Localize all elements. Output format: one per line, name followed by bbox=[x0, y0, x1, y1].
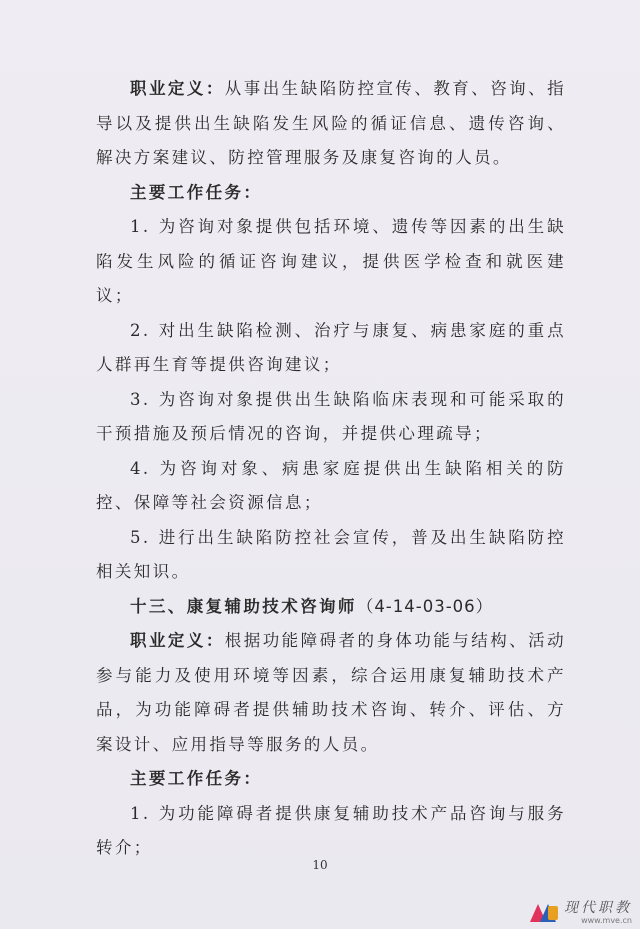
section-heading-code: （4-14-03-06） bbox=[356, 596, 494, 616]
watermark-title: 现代职教 bbox=[564, 900, 632, 916]
watermark-url: www.mve.cn bbox=[581, 916, 632, 925]
watermark-logo-icon bbox=[530, 902, 560, 924]
document-body bbox=[96, 72, 566, 866]
definition-paragraph-2 bbox=[96, 624, 566, 762]
task-item: 5. 进行出生缺陷防控社会宣传，普及出生缺陷防控相关知识。 bbox=[96, 527, 566, 581]
task-item: 4. 为咨询对象、病患家庭提供出生缺陷相关的防控、保障等社会资源信息； bbox=[96, 458, 566, 512]
section-heading-title: 十三、康复辅助技术咨询师 bbox=[130, 596, 357, 616]
tasks-label-1: 主要工作任务： bbox=[130, 182, 263, 202]
page-number: 10 bbox=[312, 858, 328, 872]
task-item: 3. 为咨询对象提供出生缺陷临床表现和可能采取的干预措施及预后情况的咨询，并提供心理疏导； bbox=[96, 389, 566, 443]
watermark-text bbox=[564, 901, 632, 925]
task-item: 1. 为咨询对象提供包括环境、遗传等因素的出生缺陷发生风险的循证咨询建议，提供医学检查和就医建议； bbox=[96, 217, 566, 305]
definition-label-1: 职业定义： bbox=[130, 79, 225, 98]
definition-text-2: 根据功能障碍者的身体功能与结构、活动参与能力及使用环境等因素，综合运用康复辅助技术产品，为功能障碍者提供辅助技术咨询、转介、评估、方案设计、应用指导等服务的人员。 bbox=[96, 631, 566, 754]
task-item: 1. 为功能障碍者提供康复辅助技术产品咨询与服务转介； bbox=[96, 803, 566, 857]
tasks-label-2: 主要工作任务： bbox=[130, 769, 263, 788]
section-heading bbox=[96, 590, 566, 625]
definition-text-1: 从事出生缺陷防控宣传、教育、咨询、指导以及提供出生缺陷发生风险的循证信息、遗传咨询、解决方案建议、防控管理服务及康复咨询的人员。 bbox=[96, 79, 566, 167]
definition-label-2: 职业定义： bbox=[130, 631, 225, 650]
definition-paragraph-1 bbox=[96, 72, 566, 176]
watermark bbox=[530, 901, 632, 925]
task-item: 2. 对出生缺陷检测、治疗与康复、病患家庭的重点人群再生育等提供咨询建议； bbox=[96, 320, 566, 374]
